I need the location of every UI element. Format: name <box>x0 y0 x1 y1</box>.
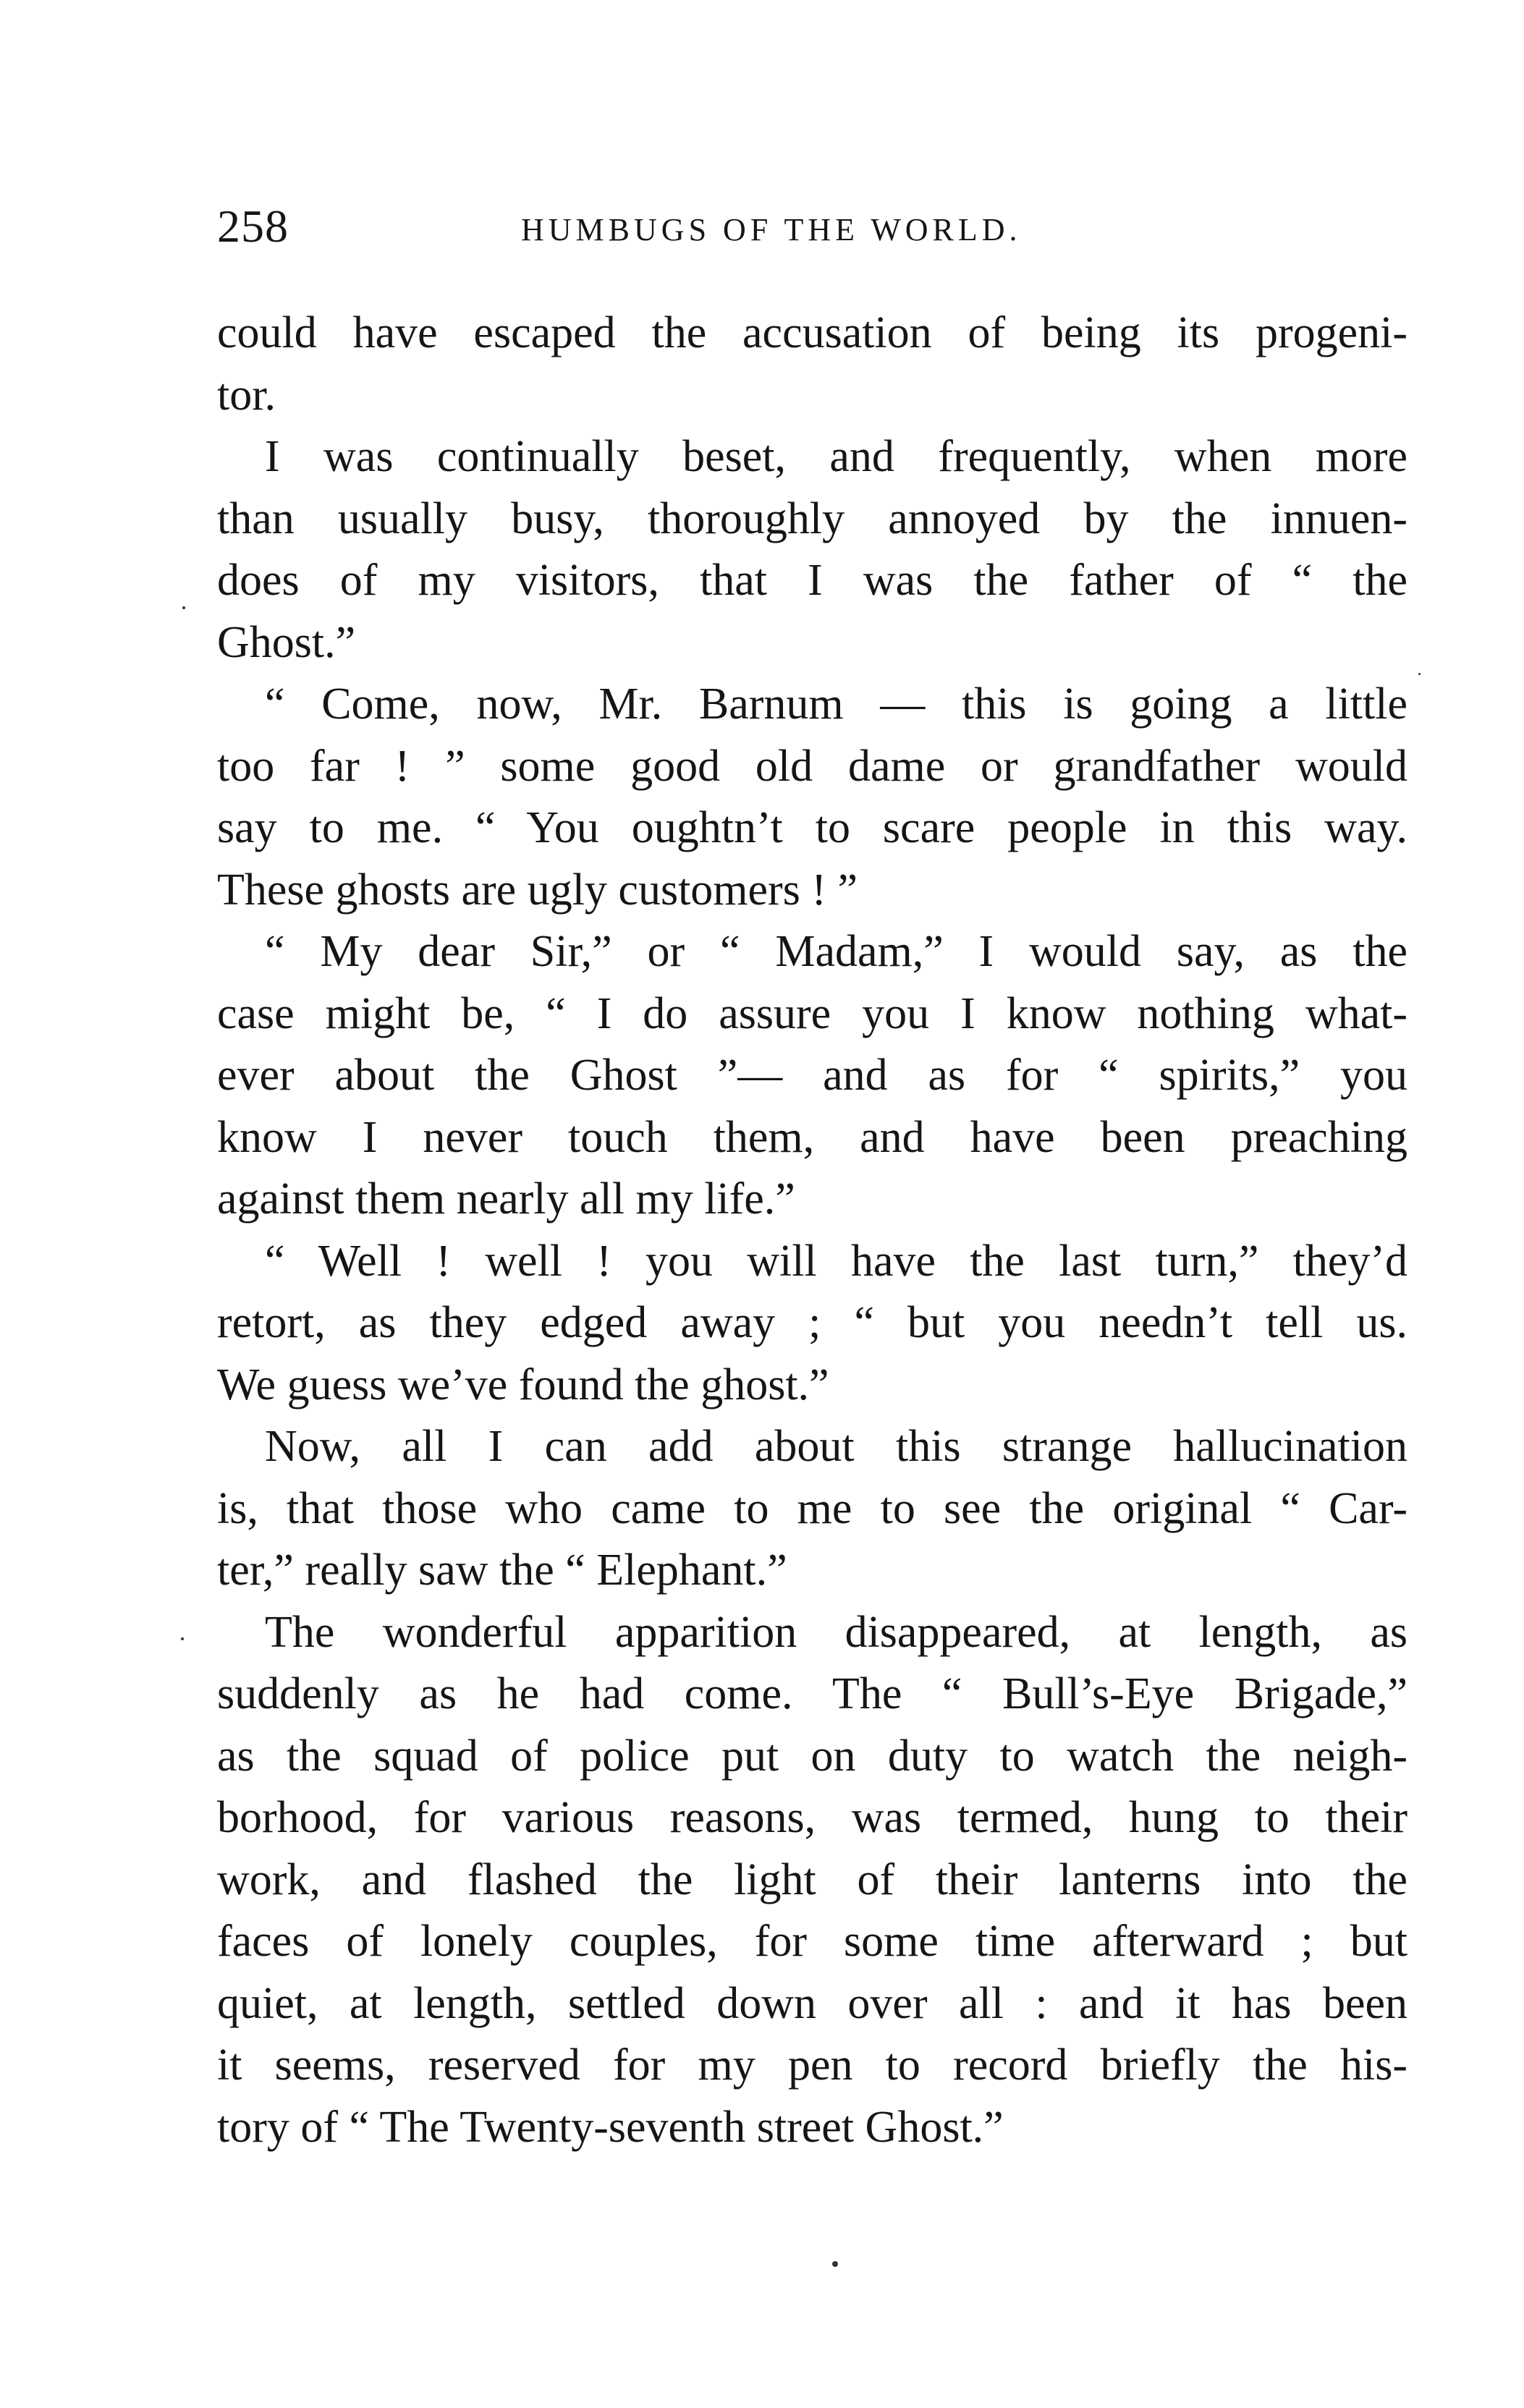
text-line: Now, all I can add about this strange hallucination <box>265 1422 1407 1471</box>
text-line: could have escaped the accusation of being its progeni- <box>217 308 1407 357</box>
running-title: HUMBUGS OF THE WORLD. <box>521 212 1022 247</box>
text-line: “ My dear Sir,” or “ Madam,” I would say, as the <box>265 927 1407 976</box>
text-line: tor. <box>217 370 276 420</box>
text-line: “ Come, now, Mr. Barnum — this is going a little <box>265 679 1407 729</box>
text-line: as the squad of police put on duty to watch the neigh- <box>217 1731 1407 1781</box>
margin-speck <box>1418 673 1421 675</box>
text-line: These ghosts are ugly customers ! ” <box>217 865 858 915</box>
text-line: faces of lonely couples, for some time afterward ; but <box>217 1917 1407 1966</box>
body-text <box>217 302 1407 2158</box>
text-line: ter,” really saw the “ Elephant.” <box>217 1546 787 1595</box>
text-line: does of my visitors, that I was the father of “ the <box>217 556 1407 605</box>
text-line: Ghost.” <box>217 617 356 667</box>
text-line: is, that those who came to me to see the original “ Car- <box>217 1483 1407 1533</box>
text-line: know I never touch them, and have been preaching <box>217 1112 1407 1162</box>
text-line: We guess we’ve found the ghost.” <box>217 1360 829 1409</box>
footer-dot <box>832 2261 838 2267</box>
running-header <box>217 194 1411 259</box>
text-line: “ Well ! well ! you will have the last turn,” they’d <box>265 1236 1407 1286</box>
text-line: quiet, at length, settled down over all : and it has been <box>217 1978 1407 2028</box>
text-line: it seems, reserved for my pen to record briefly the his- <box>217 2040 1407 2090</box>
text-line: than usually busy, thoroughly annoyed by the innuen- <box>217 493 1407 543</box>
text-line: work, and flashed the light of their lanterns into the <box>217 1854 1407 1904</box>
text-line: borhood, for various reasons, was termed, hung to their <box>217 1793 1407 1842</box>
text-line: I was continually beset, and frequently, when more <box>265 432 1407 481</box>
text-line: against them nearly all my life.” <box>217 1174 795 1224</box>
text-line: The wonderful apparition disappeared, at length, as <box>265 1607 1407 1657</box>
text-line: ever about the Ghost ”— and as for “ spirits,” you <box>217 1051 1407 1100</box>
text-line: too far ! ” some good old dame or grandfather would <box>217 741 1407 791</box>
text-line: case might be, “ I do assure you I know nothing what- <box>217 988 1407 1038</box>
text-line: tory of “ The Twenty-seventh street Ghost.” <box>217 2102 1004 2152</box>
text-line: suddenly as he had come. The “ Bull’s-Eye Brigade,” <box>217 1669 1407 1718</box>
text-line: say to me. “ You oughtn’t to scare people in this way. <box>217 803 1407 852</box>
margin-speck <box>182 606 185 609</box>
text-line: retort, as they edged away ; “ but you needn’t tell us. <box>217 1298 1407 1347</box>
page-number: 258 <box>217 200 289 252</box>
margin-speck <box>181 1637 184 1640</box>
